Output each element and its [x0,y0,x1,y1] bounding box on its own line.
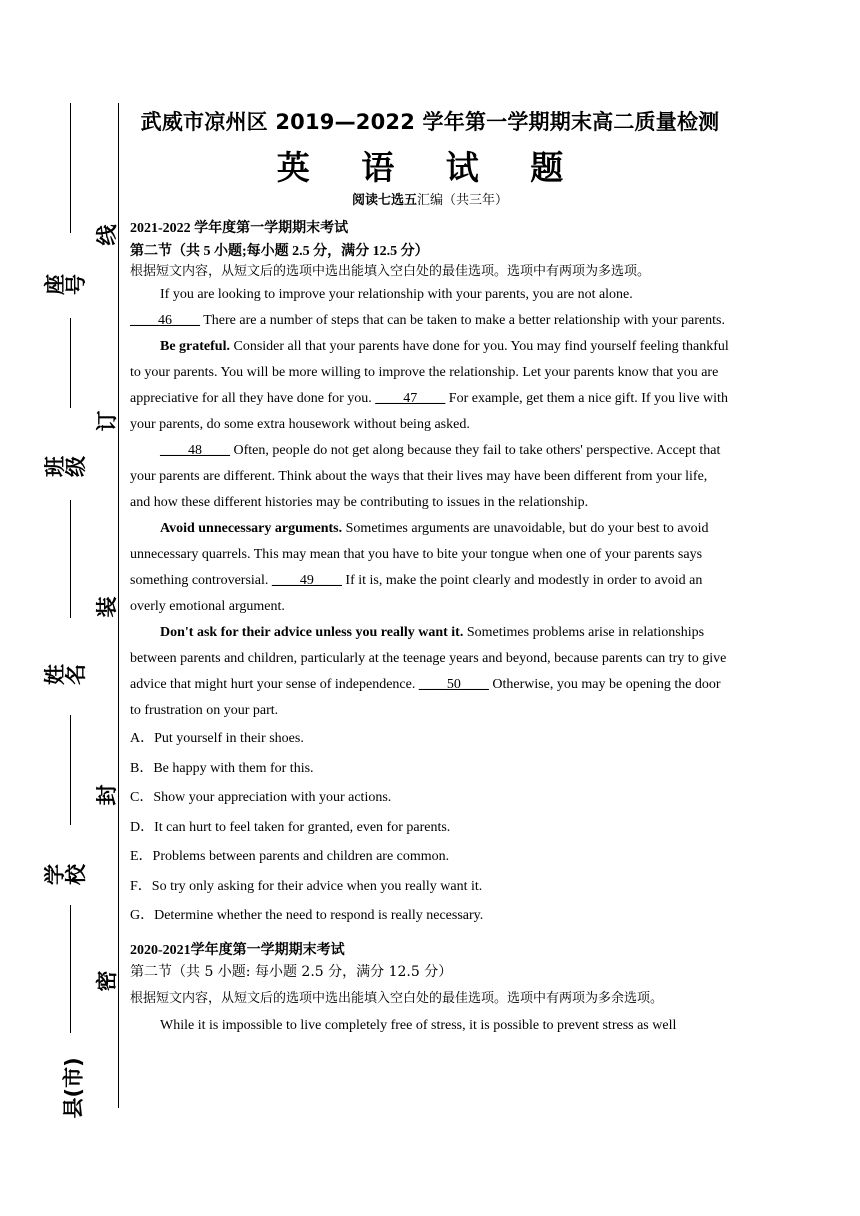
blank-49: ____49____ [271,573,342,588]
option-f: F．So try only asking for their advice when you really want it. [130,878,483,894]
cut-mark-bind: 订 [95,410,119,432]
cut-mark-mount: 装 [95,596,119,618]
field-class: 班级 [43,456,88,477]
document-body [130,219,730,1039]
section2-paragraph-1: While it is impossible to live completely free of stress, it is possible to prevent stress as well [160,1017,677,1033]
cut-mark-secret: 密 [95,970,119,992]
section1-exam: 2021-2022 学年度第一学期期末考试 [130,221,349,236]
field-county: 县(市) [61,1057,86,1119]
paragraph-3-text: Consider all that your parents have done for you. You may find yourself feeling thankful to your parents. You will be more willing to improve the relationship. Let your parents know that you are appreciative for all they have done for you. [130,339,729,406]
paragraph-2-text: There are a number of steps that can be taken to make a better relationship with your parents. [200,313,725,328]
section2-exam: 2020-2021学年度第一学期期末考试 [130,942,345,958]
subtitle-rest: 汇编（共三年） [417,193,509,208]
option-b: B．Be happy with them for this. [130,760,314,776]
option-a: A．Put yourself in their shoes. [130,731,304,746]
county-underline [70,905,71,1033]
blank-46: ____46____ [130,313,200,328]
option-e: E．Problems between parents and children are common. [130,849,450,864]
field-school: 学校 [43,864,88,885]
paragraph-5 [130,516,730,620]
blank-50: ____50____ [418,677,489,692]
option-c: C．Show your appreciation with your actions. [130,790,392,805]
paragraph-6 [130,620,730,724]
cut-mark-seal: 封 [95,784,119,806]
option-d: D．It can hurt to feel taken for granted, even for parents. [130,819,451,835]
name-underline [70,500,71,618]
blank-48: ____48____ [160,443,230,458]
field-name: 姓名 [43,664,88,685]
paragraph-5-text-b: If it is, make the point clearly and modestly in order to avoid an overly emotional argument. [130,573,703,614]
paragraph-6-text: Sometimes problems arise in relationships between parents and children, particularly at the teenage years and beyond, because parents can try to give advice that might hurt your sense of independence. [130,625,727,692]
section2-part: 第二节（共 5 小题: 每小题 2.5 分，满分 12.5 分） [130,963,453,980]
section1-part: 第二节（共 5 小题;每小题 2.5 分，满分 12.5 分） [130,244,429,259]
paragraph-4 [130,438,730,516]
subtitle-bold: 阅读七选五 [351,193,417,208]
paragraph-3-heading: Be grateful. [160,339,230,354]
field-seat: 座号 [43,274,88,295]
paragraph-5-heading: Avoid unnecessary arguments. [160,521,343,536]
subject-title: 英 语 试 题 [276,148,584,187]
school-underline [70,715,71,825]
paragraph-4-text: Often, people do not get along because they fail to take others' perspective. Accept that your parents are different. Think about the ways that their lives may have been different from your life, and how these different histories may be contributing to issues in the relationship. [130,443,721,510]
class-underline [70,318,71,408]
cut-mark-line: 线 [95,224,119,246]
binding-margin [0,0,125,1216]
exam-title: 武威市凉州区 2019—2022 学年第一学期期末高二质量检测 [140,110,720,134]
paragraph-3-text-b: For example, get them a nice gift. If you live with your parents, do some extra housework without being asked. [130,391,728,432]
blank-47: ____47____ [375,391,446,406]
seat-underline [70,103,71,233]
section1-instruction: 根据短文内容，从短文后的选项中选出能填入空白处的最佳选项。选项中有两项为多选项。 [130,264,651,279]
paragraph-1: If you are looking to improve your relationship with your parents, you are not alone. [160,287,633,302]
paragraph-6-heading: Don't ask for their advice unless you really want it. [160,625,464,640]
option-g: G．Determine whether the need to respond is really necessary. [130,908,484,923]
paragraph-6-text-b: Otherwise, you may be opening the door to frustration on your part. [130,677,721,718]
paragraph-2 [130,308,730,334]
subtitle [130,189,730,208]
paragraph-3 [130,334,730,438]
paragraph-5-text: Sometimes arguments are unavoidable, but do your best to avoid unnecessary quarrels. This may mean that you have to bite your tongue when one of your parents says something controversial. [130,521,709,588]
section2-instruction: 根据短文内容，从短文后的选项中选出能填入空白处的最佳选项。选项中有两项为多余选项。 [130,990,664,1006]
